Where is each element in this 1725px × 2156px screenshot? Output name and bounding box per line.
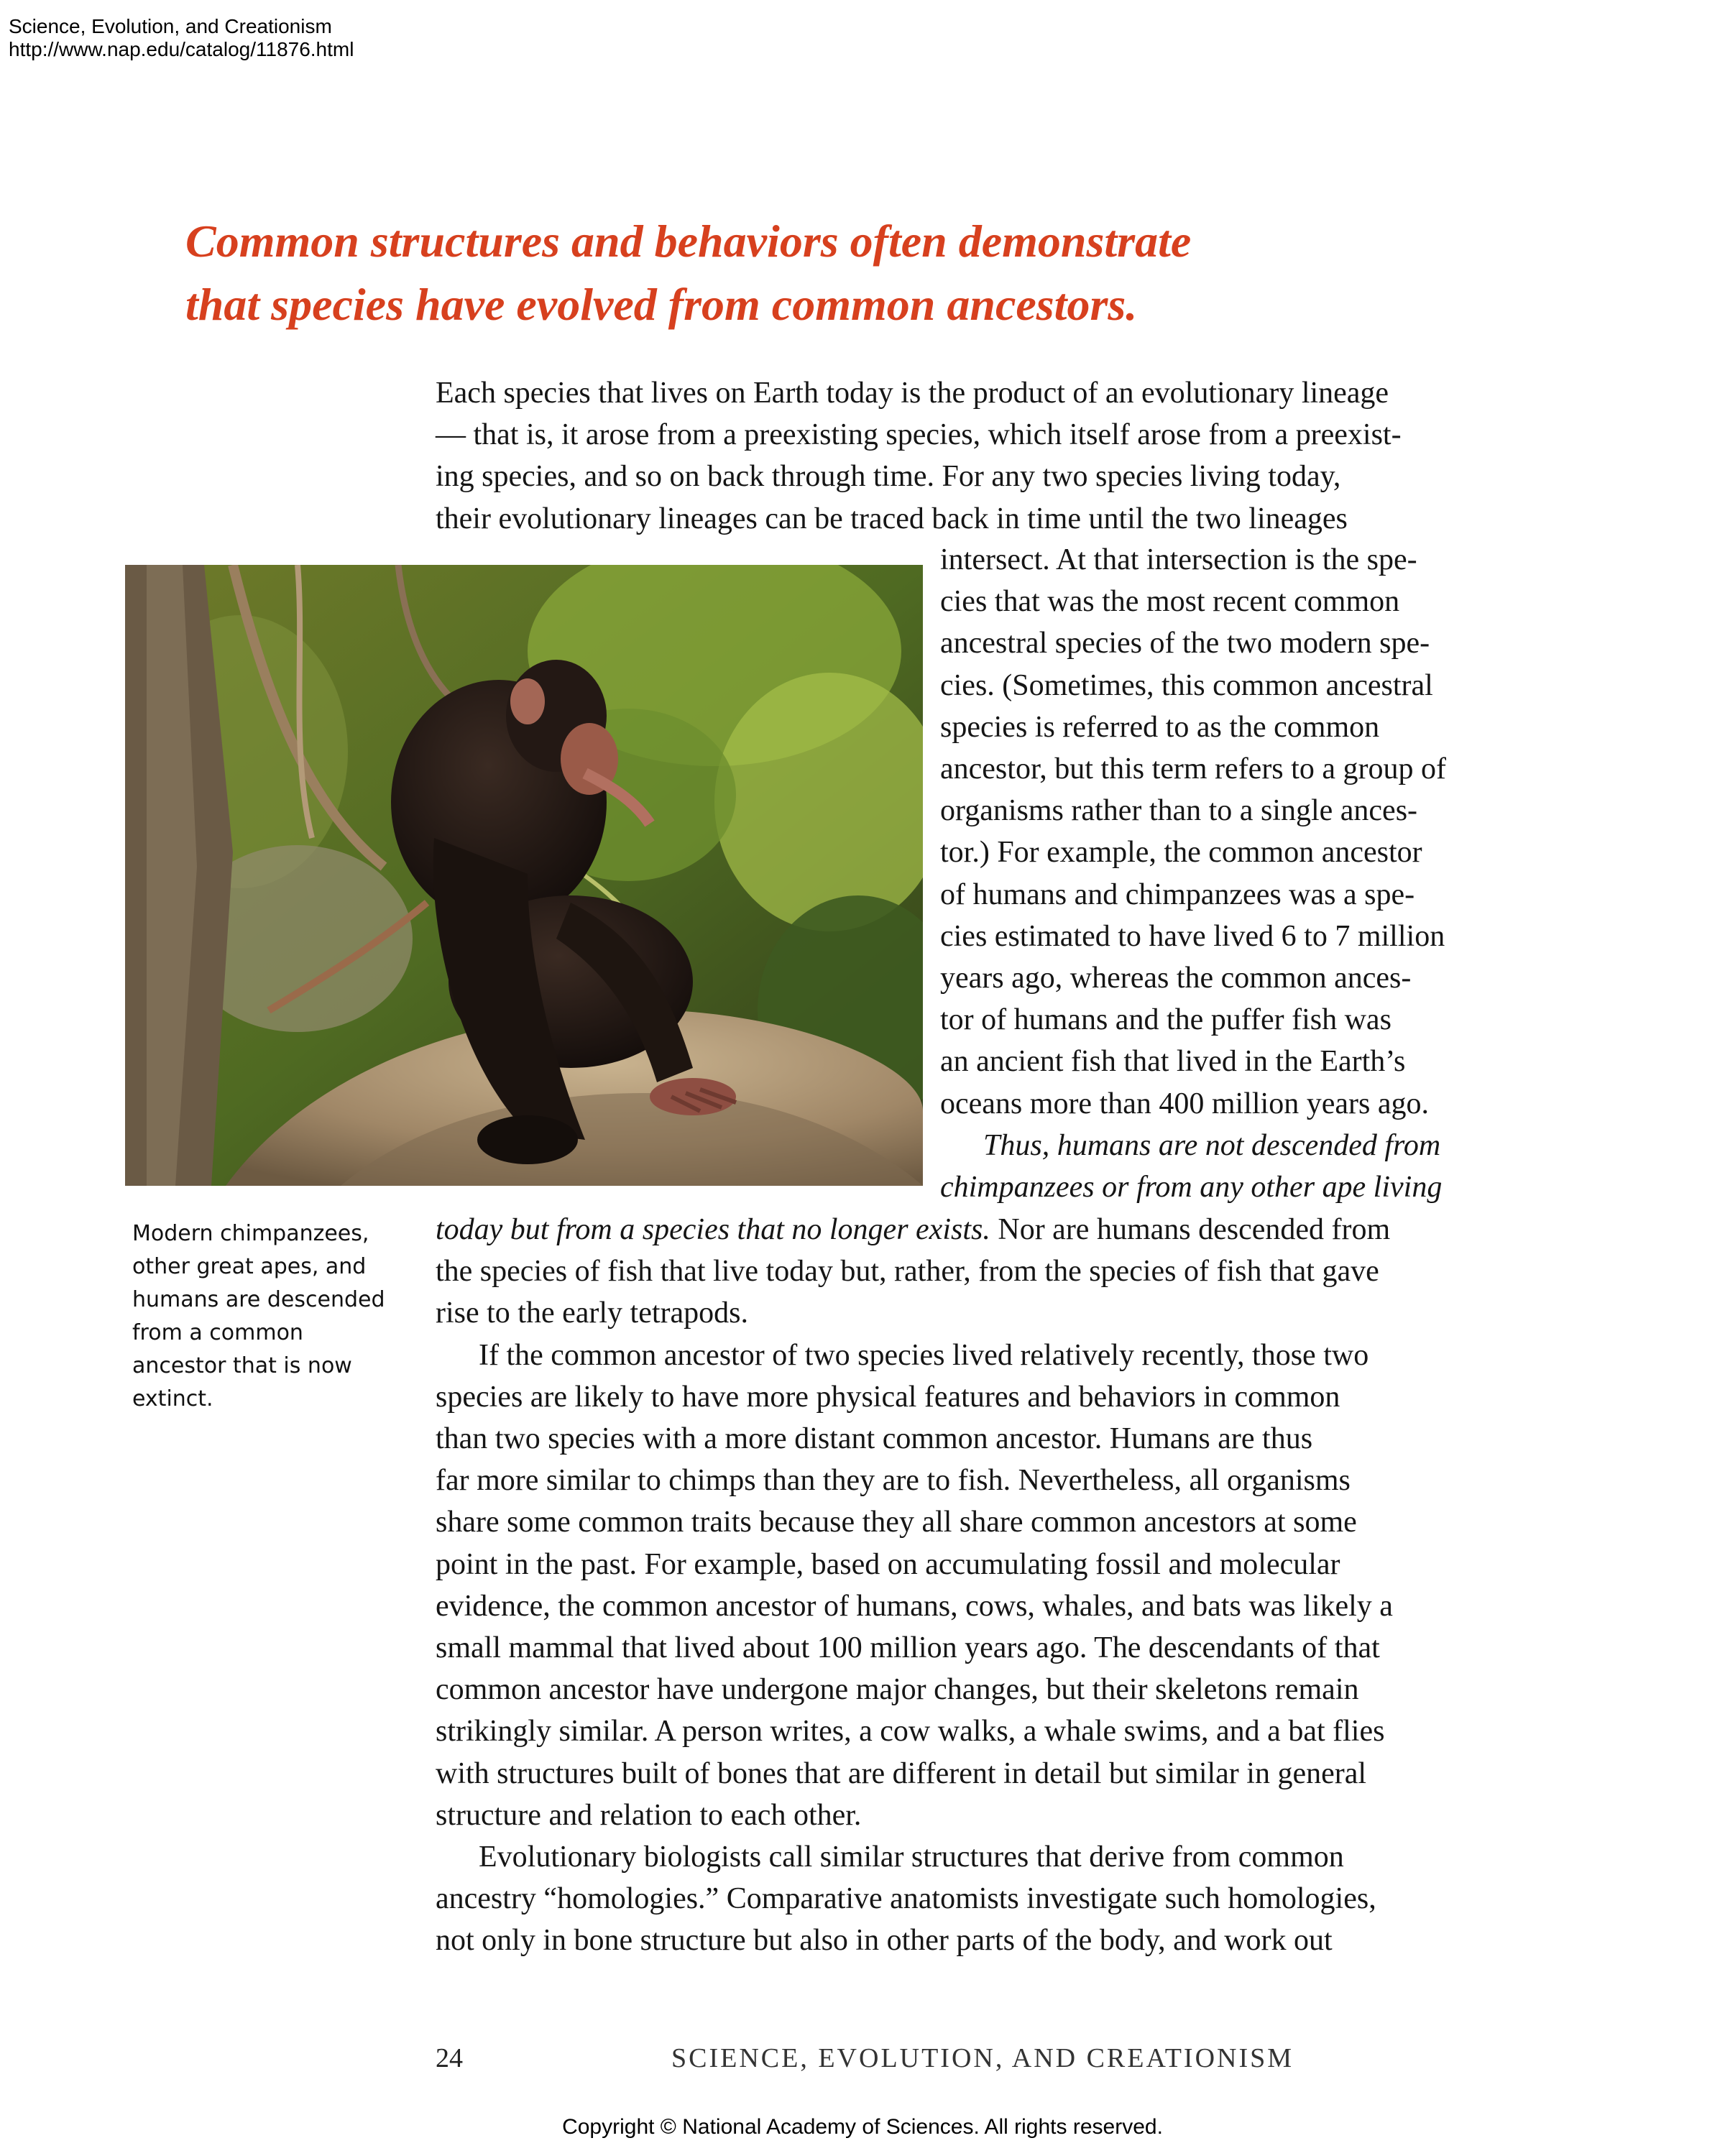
text-line: cies estimated to have lived 6 to 7 million [940, 919, 1445, 953]
body-text-top [436, 372, 1402, 540]
text-line: Evolutionary biologists call similar structures that derive from common [479, 1841, 1344, 1874]
chimpanzee-photo [125, 565, 923, 1186]
heading-line: that species have evolved from common ancestors. [185, 279, 1138, 330]
text-line: cies. (Sometimes, this common ancestral [940, 668, 1433, 702]
text-line: intersect. At that intersection is the spe- [940, 543, 1417, 576]
caption-line: ancestor that is now [132, 1353, 352, 1378]
copyright-notice: Copyright © National Academy of Sciences. All rights reserved. [562, 2115, 1163, 2139]
text-line: — that is, it arose from a preexisting species, which itself arose from a preexist- [436, 418, 1402, 452]
text-line: strikingly similar. A person writes, a cow walks, a whale swims, and a bat flies [436, 1715, 1385, 1749]
text-line: tor.) For example, the common ancestor [940, 836, 1422, 870]
text-line: small mammal that lived about 100 million years ago. The descendants of that [436, 1631, 1380, 1665]
text-line: their evolutionary lineages can be traced back in time until the two lineages [436, 502, 1348, 535]
italic-phrase: today but from a species that no longer exists. [436, 1213, 990, 1246]
caption-line: extinct. [132, 1386, 213, 1411]
caption-line: humans are descended [132, 1287, 385, 1312]
text-line: ing species, and so on back through time. For any two species living today, [436, 460, 1341, 494]
caption-line: Modern chimpanzees, [132, 1221, 369, 1246]
text-line: with structures built of bones that are different in detail but similar in general [436, 1756, 1367, 1790]
page-number: 24 [436, 2043, 463, 2073]
text-line: Each species that lives on Earth today is the product of an evolutionary lineage [436, 377, 1389, 410]
text-line: structure and relation to each other. [436, 1798, 862, 1832]
text-line: species are likely to have more physical features and behaviors in common [436, 1380, 1340, 1414]
text-line: cies that was the most recent common [940, 585, 1400, 619]
text-line: species is referred to as the common [940, 710, 1380, 744]
italic-text-line: chimpanzees or from any other ape living [940, 1171, 1443, 1204]
text-line: ancestral species of the two modern spe- [940, 627, 1430, 660]
body-text-wrap [940, 539, 1446, 1208]
caption-line: from a common [132, 1320, 303, 1345]
text-line: oceans more than 400 million years ago. [940, 1087, 1429, 1120]
text-line [436, 1209, 1393, 1250]
photo-caption [132, 1217, 385, 1416]
italic-text-line: Thus, humans are not descended from [983, 1128, 1441, 1162]
text-line: years ago, whereas the common ances- [940, 962, 1412, 995]
text-fragment: Nor are humans descended from [990, 1213, 1391, 1246]
text-line: ancestor, but this term refers to a group of [940, 752, 1446, 786]
text-line: than two species with a more distant common ancestor. Humans are thus [436, 1422, 1313, 1456]
catalog-url-header: http://www.nap.edu/catalog/11876.html [9, 38, 354, 60]
text-line: ancestry “homologies.” Comparative anatomists investigate such homologies, [436, 1882, 1376, 1916]
text-line: of humans and chimpanzees was a spe- [940, 877, 1415, 911]
text-line: organisms rather than to a single ances- [940, 794, 1418, 828]
heading-line: Common structures and behaviors often demonstrate [185, 216, 1192, 267]
section-heading [185, 210, 1191, 336]
text-line: evidence, the common ancestor of humans, cows, whales, and bats was likely a [436, 1589, 1393, 1623]
text-line: point in the past. For example, based on accumulating fossil and molecular [436, 1547, 1340, 1581]
text-line: an ancient fish that lived in the Earth’s [940, 1045, 1406, 1079]
body-text-bottom [436, 1209, 1393, 1962]
text-line: the species of fish that live today but, rather, from the species of fish that gave [436, 1255, 1379, 1289]
text-line: share some common traits because they all share common ancestors at some [436, 1506, 1357, 1539]
text-line: tor of humans and the puffer fish was [940, 1003, 1392, 1037]
text-line: common ancestor have undergone major changes, but their skeletons remain [436, 1673, 1359, 1707]
text-line: not only in bone structure but also in other parts of the body, and work out [436, 1924, 1333, 1958]
text-line: far more similar to chimps than they are to fish. Nevertheless, all organisms [436, 1464, 1351, 1498]
running-footer-title: SCIENCE, EVOLUTION, AND CREATIONISM [671, 2043, 1294, 2073]
text-line: If the common ancestor of two species lived relatively recently, those two [479, 1338, 1369, 1372]
text-line: rise to the early tetrapods. [436, 1296, 749, 1330]
caption-line: other great apes, and [132, 1254, 367, 1279]
book-title-header: Science, Evolution, and Creationism [9, 15, 332, 37]
